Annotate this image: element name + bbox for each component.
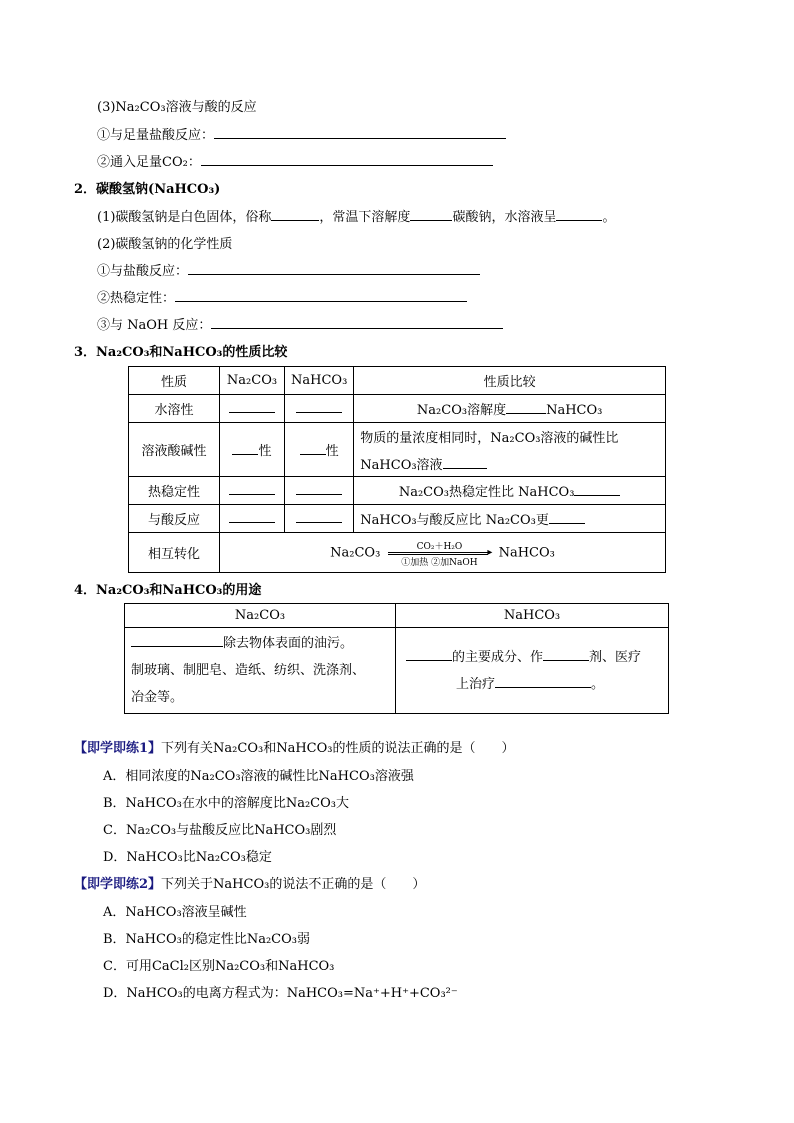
ex2-question [74,873,425,892]
text: ，常温下溶解度 [319,210,411,225]
comparison-table [128,366,666,573]
row-label: 与酸反应 [129,505,220,533]
blank-cell[interactable] [285,477,354,505]
text: 。 [602,210,616,225]
text: NaHCO₃溶液 [360,457,443,473]
blank[interactable] [406,648,452,661]
text: 剂、医疗 [589,649,642,665]
blank[interactable] [175,289,467,302]
blank[interactable] [443,456,487,469]
blank[interactable] [543,648,589,661]
blank[interactable] [131,634,223,647]
blank[interactable] [201,153,493,166]
text: NaHCO₃ [498,545,555,560]
compare-cell [354,477,666,505]
row-label: 溶液酸碱性 [129,423,220,477]
conversion-cell [220,533,666,573]
s2-p2: (2)碳酸氢钠的化学性质 [97,237,233,252]
blank[interactable] [556,208,602,221]
compare-cell [354,395,666,423]
compare-cell [354,423,666,477]
header-cell: NaHCO₃ [285,367,354,395]
text: NaHCO₃ [546,403,603,418]
header-cell: 性质 [129,367,220,395]
ex1-option-b[interactable]: B．NaHCO₃在水中的溶解度比Na₂CO₃大 [103,796,349,811]
s2-q3 [97,314,503,333]
s4-title: 4．Na₂CO₃和NaHCO₃的用途 [74,583,262,598]
text: 上治疗 [456,676,496,692]
text: 碳酸钠，水溶液呈 [452,210,557,225]
header-cell: 性质比较 [354,367,666,395]
blank[interactable] [495,675,591,688]
text: 冶金等。 [131,690,184,705]
ex2-option-d[interactable]: D．NaHCO₃的电离方程式为：NaHCO₃=Na⁺+H⁺+CO₃²⁻ [103,986,458,1001]
header-cell: Na₂CO₃ [125,604,396,628]
blank[interactable] [574,483,620,496]
ex1-option-c[interactable]: C．Na₂CO₃与盐酸反应比NaHCO₃剧烈 [103,823,337,838]
text: 的主要成分、作 [452,649,544,665]
reversible-arrow-icon: CO₂＋H₂O ▸ ①加热 ②加NaOH [384,540,494,566]
text: ①与盐酸反应： [97,264,189,279]
ex2-option-c[interactable]: C．可用CaCl₂区别Na₂CO₃和NaHCO₃ [103,959,335,974]
ex2-option-a[interactable]: A．NaHCO₃溶液呈碱性 [103,905,247,920]
blank[interactable] [410,208,452,221]
row-label: 水溶性 [129,395,220,423]
blank-cell[interactable] [220,395,285,423]
uses-table [124,603,669,714]
uses-right [396,628,669,714]
blank-cell[interactable] [220,505,285,533]
text: NaHCO₃与酸反应比 Na₂CO₃更 [360,513,549,528]
text: 。 [591,676,605,692]
s2-title: 2．碳酸氢钠(NaHCO₃) [74,182,221,197]
text: ②热稳定性： [97,291,176,306]
uses-left [125,628,396,714]
arrow-bottom-label: ①加热 ②加NaOH [401,557,478,568]
s3-q2 [97,151,493,170]
blank[interactable] [549,511,585,524]
text: 性 [325,444,339,459]
s3-table-title: 3．Na₂CO₃和NaHCO₃的性质比较 [74,345,288,360]
s3-q1 [97,124,506,143]
blank[interactable] [214,126,506,139]
text: (1)碳酸氢钠是白色固体，俗称 [97,210,272,225]
blank-cell[interactable] [220,477,285,505]
blank-cell[interactable] [285,395,354,423]
s3-q2-label: ②通入足量CO₂： [97,155,201,170]
ex2-tag: 【即学即练2】 [74,877,162,892]
ex2-option-b[interactable]: B．NaHCO₃的稳定性比Na₂CO₃弱 [103,932,310,947]
s3-q1-label: ①与足量盐酸反应： [97,128,215,143]
text: Na₂CO₃溶解度 [416,403,507,418]
text: 性 [258,444,272,459]
ex1-question [74,737,514,756]
text: 除去物体表面的油污。 [223,636,354,651]
row-label: 相互转化 [129,533,220,573]
compare-cell [354,505,666,533]
s2-q1 [97,260,480,279]
header-cell: Na₂CO₃ [220,367,285,395]
text: 下列有关Na₂CO₃和NaHCO₃的性质的说法正确的是（ ） [161,741,515,756]
text: 下列关于NaHCO₃的说法不正确的是（ ） [161,877,426,892]
text: Na₂CO₃ [330,545,381,560]
ex1-option-a[interactable]: A．相同浓度的Na₂CO₃溶液的碱性比NaHCO₃溶液强 [103,769,414,784]
s2-p1 [97,206,615,225]
s2-q2 [97,287,467,306]
blank-cell[interactable] [285,505,354,533]
arrow-top-label: CO₂＋H₂O [416,541,463,552]
blank[interactable] [271,208,319,221]
blank-cell[interactable] [285,423,354,477]
ex1-tag: 【即学即练1】 [74,741,162,756]
blank[interactable] [506,401,546,414]
text: 物质的量浓度相同时，Na₂CO₃溶液的碱性比 [360,430,619,446]
blank[interactable] [188,262,480,275]
blank[interactable] [211,316,503,329]
ex1-option-d[interactable]: D．NaHCO₃比Na₂CO₃稳定 [103,850,272,865]
text: ③与 NaOH 反应： [97,318,212,333]
header-cell: NaHCO₃ [396,604,669,628]
blank-cell[interactable] [220,423,285,477]
s3-heading: (3)Na₂CO₃溶液与酸的反应 [97,100,257,115]
text: Na₂CO₃热稳定性比 NaHCO₃ [398,485,575,500]
text: 制玻璃、制肥皂、造纸、纺织、洗涤剂、 [131,663,366,678]
row-label: 热稳定性 [129,477,220,505]
